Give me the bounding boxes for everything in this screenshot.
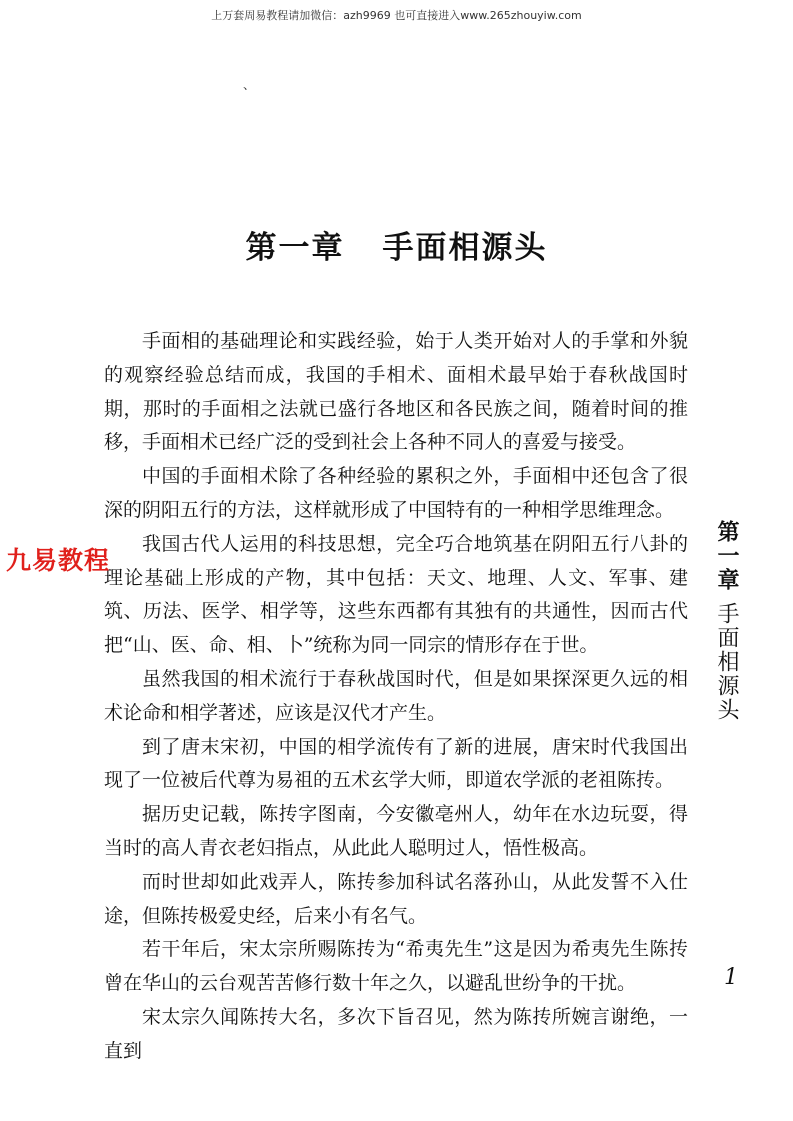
paragraph: 据历史记载，陈抟字图南，今安徽亳州人，幼年在水边玩耍，得当时的高人青衣老妇指点，从此此人聪明过人，悟性极高。 <box>104 803 688 859</box>
watermark-logo: 九易教程 <box>6 546 111 575</box>
paragraph: 到了唐末宋初，中国的相学流传有了新的进展，唐宋时代我国出现了一位被后代尊为易祖的五术玄学大师，即道农学派的老祖陈抟。 <box>104 735 688 792</box>
side-tab-label: 第一章 <box>714 520 739 592</box>
side-tab-title: 手面相源头 <box>714 602 739 722</box>
paragraph: 而时世却如此戏弄人，陈抟参加科试名落孙山，从此发誓不入仕途，但陈抟极爱史经，后来小有名气。 <box>104 870 688 927</box>
paragraph: 手面相的基础理论和实践经验，始于人类开始对人的手掌和外貌的观察经验总结而成，我国的手相术、面相术最早始于春秋战国时期，那时的手面相之法就已盛行各地区和各民族之间，随着时间的推移，手面相术已经广泛的受到社会上各种不同人的喜爱与接受。 <box>104 330 688 454</box>
paragraph: 我国古代人运用的科技思想，完全巧合地筑基在阴阳五行八卦的理论基础上形成的产物，其中包括：天文、地理、人文、军事、建筑、历法、医学、相学等，这些东西都有其独有的共通性，因而古代把“山、医、命、相、卜”统称为同一同宗的情形存在于世。 <box>104 532 688 657</box>
side-tab <box>714 520 742 722</box>
chapter-heading <box>0 222 793 267</box>
paragraph: 虽然我国的相术流行于春秋战国时代，但是如果探深更久远的相术论命和相学著述，应该是汉代才产生。 <box>104 667 688 724</box>
paragraph: 宋太宗久闻陈抟大名，多次下旨召见，然为陈抟所婉言谢绝，一直到 <box>104 1005 688 1062</box>
page-speck: 、 <box>243 78 256 92</box>
header-notice: 上万套周易教程请加微信：azh9969 也可直接进入www.265zhouyiw.com <box>211 9 582 22</box>
chapter-label: 第一章 <box>245 230 345 266</box>
paragraph: 若干年后，宋太宗所赐陈抟为“希夷先生”这是因为希夷先生陈抟曾在华山的云台观苦苦修行数十年之久，以避乱世纷争的干扰。 <box>104 938 688 995</box>
chapter-title: 手面相源头 <box>382 230 548 266</box>
paragraph: 中国的手面相术除了各种经验的累积之外，手面相中还包含了很深的阴阳五行的方法，这样就形成了中国特有的一种相学思维理念。 <box>104 465 688 521</box>
body-text <box>104 325 688 1069</box>
page-number: 1 <box>724 965 738 990</box>
